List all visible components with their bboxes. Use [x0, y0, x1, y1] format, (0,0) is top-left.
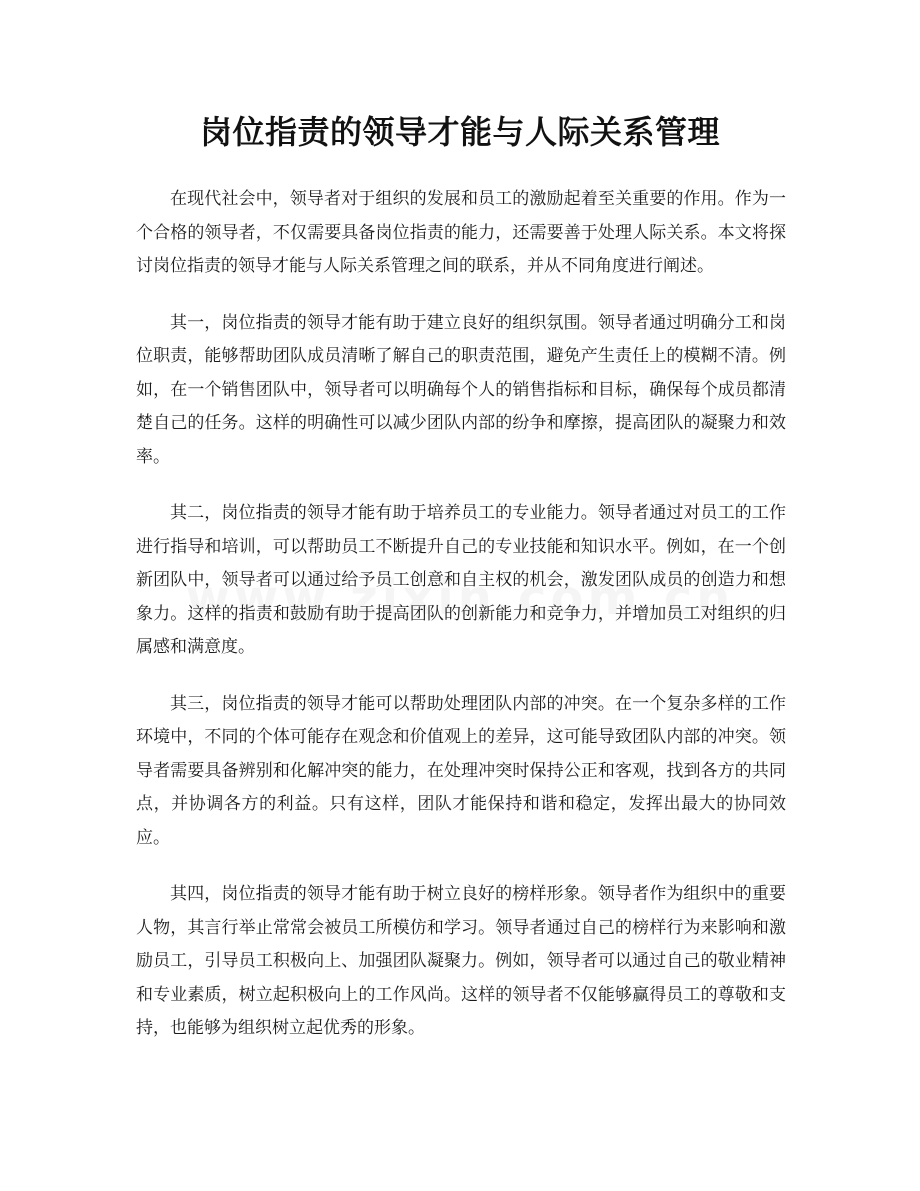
paragraph-point-3: 其三，岗位指责的领导才能可以帮助处理团队内部的冲突。在一个复杂多样的工作环境中，不同的个体可能存在观念和价值观上的差异，这可能导致团队内部的冲突。领导者需要具备辨别和化解冲突的能力，在处理冲突时保持公正和客观，找到各方的共同点，并协调各方的利益。只有这样，团队才能保持和谐和稳定，发挥出最大的协同效应。: [136, 693, 786, 848]
document-title: 岗位指责的领导才能与人际关系管理: [199, 113, 720, 151]
document-body: [136, 183, 786, 1069]
paragraph-point-4: 其四，岗位指责的领导才能有助于树立良好的榜样形象。领导者作为组织中的重要人物，其言行举止常常会被员工所模仿和学习。领导者通过自己的榜样行为来影响和激励员工，引导员工积极向上、加强团队凝聚力。例如，领导者可以通过自己的敬业精神和专业素质，树立起积极向上的工作风尚。这样的领导者不仅能够赢得员工的尊敬和支持，也能够为组织树立起优秀的形象。: [136, 884, 786, 1038]
paragraph-intro: 在现代社会中，领导者对于组织的发展和员工的激励起着至关重要的作用。作为一个合格的领导者，不仅需要具备岗位指责的能力，还需要善于处理人际关系。本文将探讨岗位指责的领导才能与人际关系管理之间的联系，并从不同角度进行阐述。: [136, 189, 786, 276]
paragraph-point-1: 其一，岗位指责的领导才能有助于建立良好的组织氛围。领导者通过明确分工和岗位职责，能够帮助团队成员清晰了解自己的职责范围，避免产生责任上的模糊不清。例如，在一个销售团队中，领导者可以明确每个人的销售指标和目标，确保每个成员都清楚自己的任务。这样的明确性可以减少团队内部的纷争和摩擦，提高团队的凝聚力和效率。: [136, 312, 786, 467]
paragraph-point-2: 其二，岗位指责的领导才能有助于培养员工的专业能力。领导者通过对员工的工作进行指导和培训，可以帮助员工不断提升自己的专业技能和知识水平。例如，在一个创新团队中，领导者可以通过给予员工创意和自主权的机会，激发团队成员的创造力和想象力。这样的指责和鼓励有助于提高团队的创新能力和竞争力，并增加员工对组织的归属感和满意度。: [136, 503, 786, 657]
